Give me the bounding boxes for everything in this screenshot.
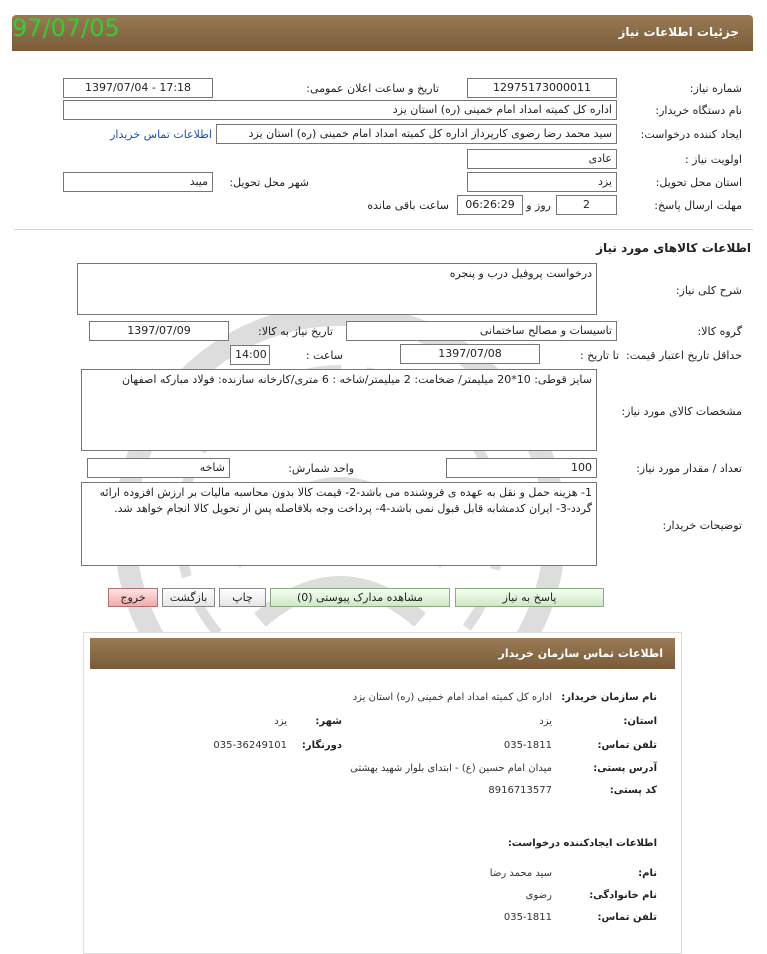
page-title: جزئیات اطلاعات نیاز (618, 25, 739, 39)
buyer-notes-field: 1- هزینه حمل و نقل به عهده ی فروشنده می باشد-2- قیمت کالا بدون محاسبه مالیات بر ارزش افزوده ارائه گردد-3- ایران کدمشابه قابل قبول نمی باشد-4- پرداخت وجه بلافاصله پس از تحویل کالا انجام خواهد شد. (81, 482, 597, 566)
priority-label: اولویت نیاز : (684, 153, 742, 166)
back-button[interactable]: بازگشت (162, 588, 215, 607)
unit-label: واحد شمارش: (288, 462, 354, 475)
until-date-field: 1397/07/08 (400, 344, 540, 364)
creator-label: ایجاد کننده درخواست: (640, 128, 742, 141)
fax-label: دورنگار: (301, 740, 342, 751)
contact-card-title: اطلاعات تماس سازمان خریدار (498, 647, 663, 660)
postal-code-value: 8916713577 (488, 785, 552, 796)
buyer-contact-card (83, 632, 682, 954)
fax-value: 035-36249101 (213, 740, 287, 751)
creator-phone-value: 035-1811 (503, 912, 552, 923)
org-label: نام سازمان خریدار: (561, 692, 657, 703)
announce-date-field: 1397/07/04 - 17:18 (63, 78, 213, 98)
city-label: شهر: (315, 716, 342, 727)
province-value: یزد (539, 716, 552, 727)
goods-group-label: گروه کالا: (697, 325, 742, 338)
need-number-field: 12975173000011 (467, 78, 617, 98)
address-value: میدان امام حسین (ع) - ابتدای بلوار شهید بهشتی (350, 763, 552, 774)
unit-field: شاخه (87, 458, 230, 478)
province-label: استان: (623, 716, 657, 727)
goods-spec-field: سایز قوطی: 10*20 میلیمتر/ ضخامت: 2 میلیمتر/شاخه : 6 متری/کارخانه سازنده: فولاد مبارکه اصفهان (81, 369, 597, 451)
date-stamp: 97/07/05 (12, 14, 120, 42)
creator-info-title: اطلاعات ایجادکننده درخواست: (507, 838, 657, 849)
quantity-label: تعداد / مقدار مورد نیاز: (636, 462, 742, 475)
need-description-field: درخواست پروفیل درب و پنجره (77, 263, 597, 315)
time-field: 14:00 (230, 345, 270, 365)
exit-button[interactable]: خروج (108, 588, 158, 607)
delivery-province-field: یزد (467, 172, 617, 192)
view-attachments-button[interactable]: مشاهده مدارک پیوستی (0) (270, 588, 450, 607)
phone-value: 035-1811 (503, 740, 552, 751)
time-left-field: 06:26:29 (457, 195, 523, 215)
divider (14, 229, 753, 230)
delivery-city-field: میبد (63, 172, 213, 192)
deadline-label: مهلت ارسال پاسخ: (654, 199, 742, 212)
min-price-validity-label: حداقل تاریخ اعتبار قیمت: (626, 349, 742, 362)
address-label: آدرس پستی: (593, 763, 657, 774)
creator-family-label: نام خانوادگی: (589, 890, 657, 901)
creator-phone-label: تلفن تماس: (597, 912, 657, 923)
quantity-field: 100 (446, 458, 597, 478)
days-and-label: روز و (526, 199, 551, 212)
time-label: ساعت : (305, 349, 343, 362)
need-description-label: شرح کلی نیاز: (675, 284, 742, 297)
creator-name-value: سید محمد رضا (489, 868, 552, 879)
announce-date-label: تاریخ و ساعت اعلان عمومی: (306, 82, 439, 95)
goods-spec-label: مشخصات کالای مورد نیاز: (621, 405, 742, 418)
phone-label: تلفن تماس: (597, 740, 657, 751)
print-button[interactable]: چاپ (219, 588, 266, 607)
goods-group-field: تاسیسات و مصالح ساختمانی (346, 321, 617, 341)
need-number-label: شماره نیاز: (689, 82, 742, 95)
deadline-days-field: 2 (556, 195, 617, 215)
buyer-contact-link[interactable]: اطلاعات تماس خریدار (110, 128, 212, 141)
need-date-field: 1397/07/09 (89, 321, 229, 341)
creator-name-label: نام: (638, 868, 657, 879)
need-date-label: تاریخ نیاز به کالا: (258, 325, 333, 338)
delivery-city-label: شهر محل تحویل: (229, 176, 309, 189)
delivery-province-label: استان محل تحویل: (655, 176, 742, 189)
priority-field: عادی (467, 149, 617, 169)
contact-card-header (90, 638, 675, 669)
reply-button[interactable]: پاسخ به نیاز (455, 588, 604, 607)
page-header-bar (12, 15, 753, 51)
buyer-label: نام دستگاه خریدار: (655, 104, 742, 117)
org-value: اداره کل کمیته امداد امام خمینی (ره) استان یزد (352, 692, 552, 703)
postal-code-label: کد پستی: (609, 785, 657, 796)
creator-field: سید محمد رضا رضوی کارپرداز اداره کل کمیته امداد امام خمینی (ره) استان یزد (216, 124, 617, 144)
buyer-notes-label: توضیحات خریدار: (662, 519, 742, 532)
creator-family-value: رضوی (525, 890, 552, 901)
time-left-label: ساعت باقی مانده (367, 199, 449, 212)
city-value: یزد (274, 716, 287, 727)
goods-section-title: اطلاعات کالاهای مورد نیاز (596, 241, 751, 255)
buyer-field: اداره کل کمیته امداد امام خمینی (ره) استان یزد (63, 100, 617, 120)
until-date-label: تا تاریخ : (580, 349, 619, 362)
